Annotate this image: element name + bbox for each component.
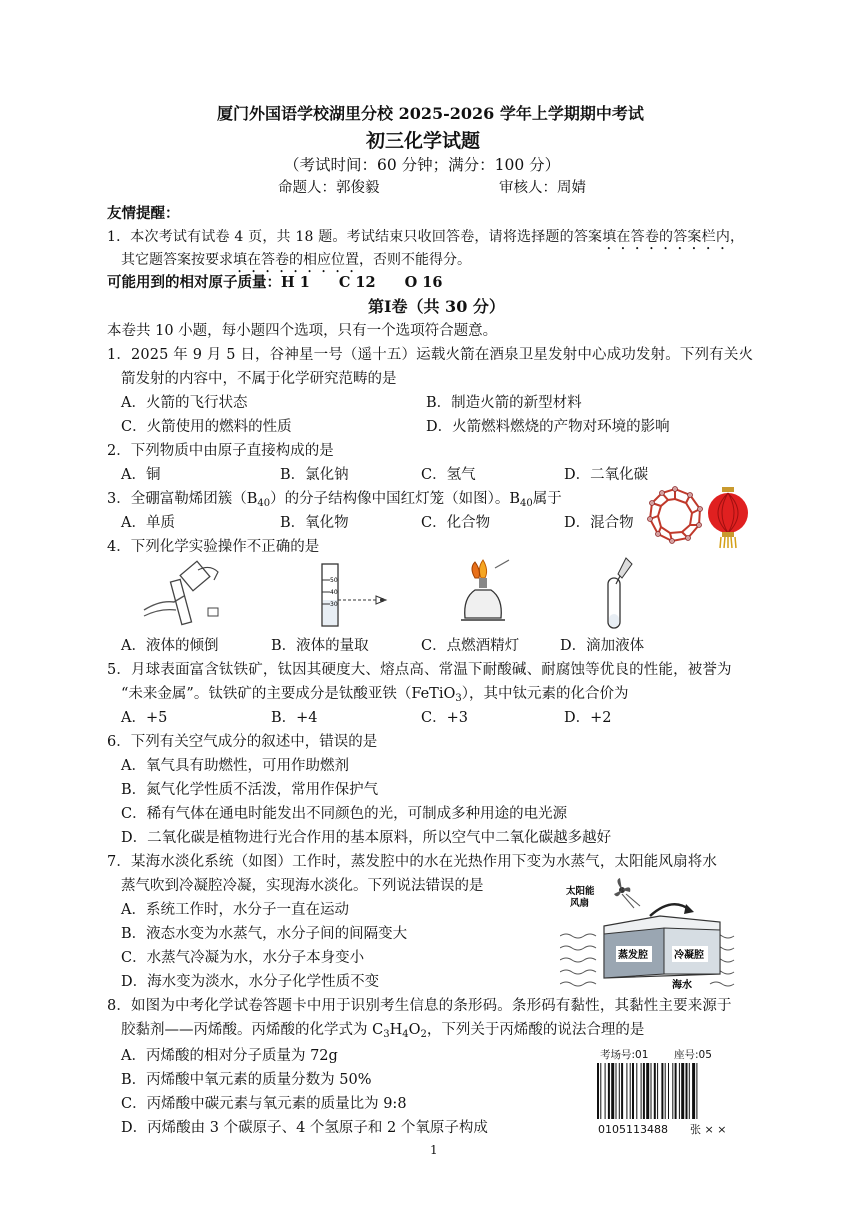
q3-option-b: B．氧化物 (280, 515, 349, 531)
q3-stem-c: 属于 (532, 491, 562, 507)
q5-option-c: C．+3 (421, 710, 468, 726)
tips-line-1c: ， (730, 229, 745, 245)
fig-fan-label-1: 太阳能 (566, 886, 595, 897)
dropper-figure (600, 556, 640, 632)
q6-stem: 6．下列有关空气成分的叙述中，错误的是 (107, 734, 378, 750)
boron-cluster-figure (644, 485, 706, 545)
subject-title: 初三化学试题 (366, 130, 481, 152)
section-title: 第Ⅰ卷（共 30 分） (368, 297, 505, 316)
q8-sub-2: 2 (420, 1029, 427, 1040)
cylinder-mark-30: 30 (330, 601, 338, 608)
q2-option-d: D．二氧化碳 (564, 467, 649, 483)
q8-stem-2b: ，下列关于丙烯酸的说法合理的是 (426, 1022, 645, 1038)
q7-stem-2: 蒸气吹到冷凝腔冷凝，实现海水淡化。下列说法错误的是 (121, 878, 484, 894)
pour-liquid-figure (140, 560, 230, 630)
q6-option-c: C．稀有气体在通电时能发出不同颜色的光，可制成多种用途的电光源 (121, 806, 568, 822)
q5-stem-2 (121, 684, 629, 709)
q5-stem-1: 5．月球表面富含钛铁矿，钛因其硬度大、熔点高、常温下耐酸碱、耐腐蚀等优良的性能，被誉为 (107, 662, 732, 678)
q8-h: H (389, 1022, 403, 1038)
q1-option-a: A．火箭的飞行状态 (121, 395, 248, 411)
q8-sub-3: 3 (383, 1029, 390, 1040)
tips-line-2c: ，否则不能得分。 (359, 252, 471, 268)
q8-option-b: B．丙烯酸中氧元素的质量分数为 50% (121, 1072, 372, 1088)
cylinder-mark-40: 40 (330, 589, 338, 596)
fig-condensation-label: 冷凝腔 (674, 950, 704, 961)
tips-line-1b: 填在答卷的答案栏内 (602, 229, 731, 245)
tips-line-1a: 1．本次考试有试卷 4 页，共 18 题。考试结束只收回答卷，请将选择题的答案 (107, 229, 603, 245)
q8-o: O (408, 1022, 421, 1038)
q7-option-b: B．液态水变为水蒸气，水分子间的间隔变大 (121, 926, 408, 942)
tips-line-2b: 填在答卷的相应位置 (233, 252, 359, 268)
q8-option-c: C．丙烯酸中碳元素与氧元素的质量比为 9:8 (121, 1096, 407, 1112)
q1-option-d: D．火箭燃料燃烧的产物对环境的影响 (426, 419, 670, 435)
q2-option-a: A．铜 (121, 467, 161, 483)
q4-option-a: A．液体的倾倒 (121, 638, 219, 654)
q4-option-c: C．点燃酒精灯 (421, 638, 520, 654)
q7-stem-1: 7．某海水淡化系统（如图）工作时，蒸发腔中的水在光热作用下变为水蒸气，太阳能风扇将水 (107, 854, 718, 870)
q8-stem-1: 8．如图为中考化学试卷答题卡中用于识别考生信息的条形码。条形码有黏性，其黏性主要来源于 (107, 998, 732, 1014)
q1-stem-1: 1．2025 年 9 月 5 日，谷神星一号（遥十五）运载火箭在酒泉卫星发射中心成功发射。下列有关火 (107, 347, 754, 363)
desalination-figure (560, 878, 740, 990)
q1-stem-2: 箭发射的内容中，不属于化学研究范畴的是 (121, 371, 397, 387)
q5-stem-2b: ），其中钛元素的化合价为 (461, 686, 629, 702)
fig-seawater-label: 海水 (672, 980, 692, 990)
alcohol-lamp-figure (455, 558, 515, 630)
q3-stem-a: 3．全硼富勒烯团簇（B (107, 491, 258, 507)
fig-evaporation-label: 蒸发腔 (618, 950, 648, 961)
page-number: 1 (430, 1143, 438, 1157)
fan-icon (614, 878, 630, 896)
q1-option-b: B．制造火箭的新型材料 (426, 395, 582, 411)
cylinder-mark-50: 50 (330, 577, 338, 584)
q3-stem (107, 489, 562, 514)
barcode-seat: 座号:05 (674, 1049, 712, 1061)
q7-option-a: A．系统工作时，水分子一直在运动 (121, 902, 349, 918)
q8-option-d: D．丙烯酸由 3 个碳原子、4 个氢原子和 2 个氧原子构成 (121, 1120, 488, 1136)
q8-sub-4: 4 (402, 1029, 409, 1040)
q5-sub-3: 3 (455, 693, 462, 704)
barcode-room: 考场号:01 (600, 1049, 649, 1061)
q3-option-a: A．单质 (121, 515, 175, 531)
q5-option-d: D．+2 (564, 710, 612, 726)
q1-option-c: C．火箭使用的燃料的性质 (121, 419, 292, 435)
q7-option-c: C．水蒸气冷凝为水，水分子本身变小 (121, 950, 365, 966)
measure-liquid-figure (300, 560, 400, 630)
barcode-number: 0105113488 (598, 1123, 668, 1136)
q6-option-d: D．二氧化碳是植物进行光合作用的基本原料，所以空气中二氧化碳越多越好 (121, 830, 612, 846)
fig-fan-label-2: 风扇 (570, 898, 590, 909)
atomic-mass: 可能用到的相对原子质量：H 1 C 12 O 16 (107, 274, 443, 291)
tips-line-2a: 其它题答案按要求 (121, 252, 233, 268)
barcode-name: 张 × × (690, 1123, 727, 1136)
q5-option-a: A．+5 (121, 710, 168, 726)
section-intro: 本卷共 10 小题，每小题四个选项，只有一个选项符合题意。 (107, 323, 498, 339)
q3-sub-40-a: 40 (257, 498, 271, 509)
barcode-image (597, 1063, 725, 1119)
q5-stem-2a: “未来金属”。钛铁矿的主要成分是钛酸亚铁（FeTiO (121, 686, 456, 702)
q7-option-d: D．海水变为淡水，水分子化学性质不变 (121, 974, 380, 990)
q3-option-d: D．混合物 (564, 515, 634, 531)
q4-stem: 4．下列化学实验操作不正确的是 (107, 539, 320, 555)
q2-stem: 2．下列物质中由原子直接构成的是 (107, 443, 334, 459)
q4-option-d: D．滴加液体 (560, 638, 645, 654)
q2-option-c: C．氢气 (421, 467, 476, 483)
q5-option-b: B．+4 (271, 710, 318, 726)
tips-heading: 友情提醒： (107, 205, 180, 222)
q8-option-a: A．丙烯酸的相对分子质量为 72g (121, 1048, 338, 1064)
q2-option-b: B．氯化钠 (280, 467, 349, 483)
exam-info: （考试时间：60 分钟；满分：100 分） (284, 156, 561, 174)
q3-sub-40-b: 40 (520, 498, 533, 509)
author: 命题人：郭俊毅 (278, 180, 380, 196)
q8-stem-2a: 胶黏剂——丙烯酸。丙烯酸的化学式为 C (121, 1022, 384, 1038)
q3-stem-b: ）的分子结构像中国红灯笼（如图）。B (270, 491, 521, 507)
q6-option-b: B．氮气化学性质不活泼，常用作保护气 (121, 782, 379, 798)
q6-option-a: A．氧气具有助燃性，可用作助燃剂 (121, 758, 349, 774)
q3-option-c: C．化合物 (421, 515, 491, 531)
q8-stem-2 (121, 1020, 644, 1045)
school-title: 厦门外国语学校湖里分校 2025-2026 学年上学期期中考试 (217, 104, 644, 123)
red-lantern-icon (706, 485, 750, 549)
reviewer: 审核人：周婧 (499, 180, 586, 196)
q4-option-b: B．液体的量取 (271, 638, 369, 654)
